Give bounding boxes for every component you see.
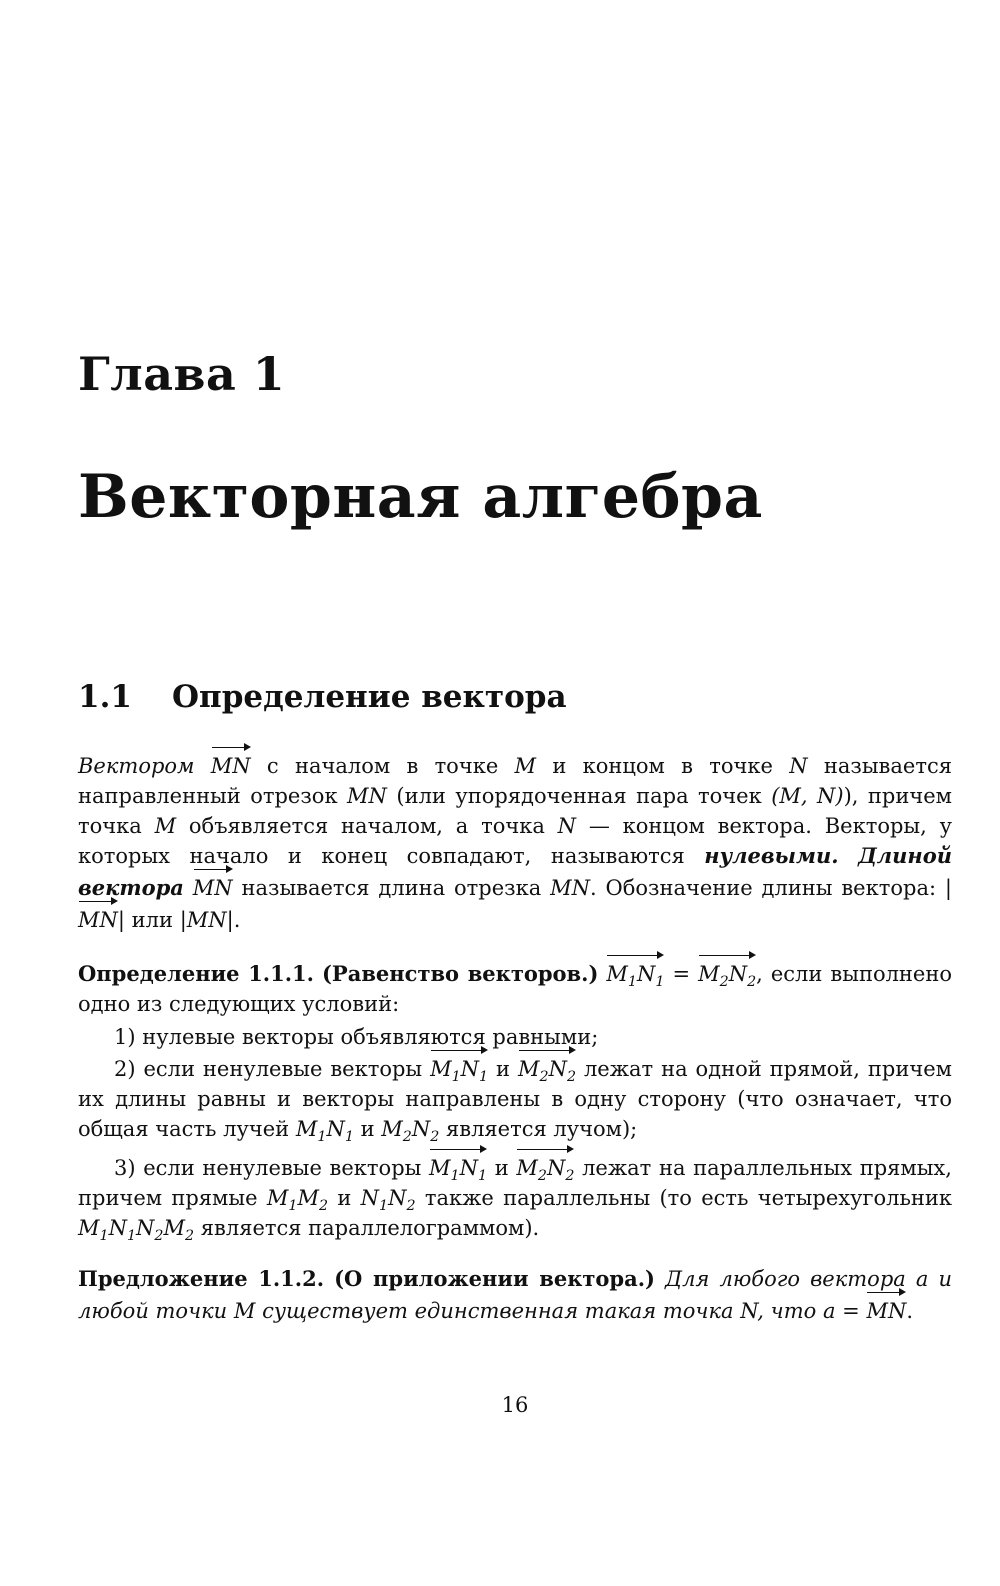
math-var: N [108, 1215, 127, 1240]
subscript: 1 [344, 1128, 354, 1145]
subscript: 1 [451, 1069, 461, 1086]
condition-number: 1) [114, 1025, 136, 1049]
math-var: M [154, 813, 177, 838]
subscript: 2 [539, 1069, 549, 1086]
subscript: 2 [565, 1168, 575, 1185]
text: и [494, 1156, 509, 1180]
math-var: M [163, 1215, 186, 1240]
text: существует единственная такая точка [262, 1298, 734, 1323]
subscript: 1 [379, 1197, 389, 1214]
definition-name: (Равенство векторов.) [322, 961, 599, 986]
text: . Обозначение длины вектора: [589, 876, 937, 901]
math-var: MN [550, 876, 590, 901]
term-zero: нулевыми. [704, 843, 839, 869]
math-var: M [233, 1298, 256, 1323]
text: нулевые векторы объявляются равными; [142, 1025, 599, 1049]
vector-m1n1 [430, 1053, 488, 1085]
vector-mn: MN [78, 904, 118, 936]
math-var: a [822, 1298, 836, 1323]
proposition-1-1-2 [78, 1264, 952, 1327]
condition-1 [78, 1023, 952, 1053]
subscript: 1 [655, 974, 665, 991]
subscript: 1 [627, 974, 637, 991]
math-var: N [388, 1185, 407, 1210]
text: является лучом); [446, 1116, 638, 1141]
text: объявляется началом, а точка [188, 813, 545, 838]
text: и [337, 1185, 352, 1210]
math-var: MN [347, 783, 387, 808]
ray-m1n1 [295, 1116, 354, 1145]
math-var: N [411, 1116, 431, 1141]
math-var: M [698, 962, 720, 986]
definition-label: Определение 1.1.1. [78, 961, 314, 986]
vector-mn: MN [211, 750, 251, 782]
chapter-title: Векторная алгебра [78, 462, 763, 532]
text: называется направленный отрезок [78, 754, 952, 808]
subscript: 1 [477, 1168, 488, 1185]
text: и концом в точке [552, 754, 773, 778]
subscript: 1 [288, 1197, 298, 1214]
subscript: 1 [99, 1227, 109, 1244]
line-m1m2 [266, 1185, 329, 1214]
term-vector: Вектором [78, 754, 195, 778]
math-var: M [514, 754, 537, 778]
subscript: 2 [406, 1197, 416, 1214]
math-var: M [517, 1057, 540, 1081]
text: и [496, 1057, 511, 1081]
subscript: 1 [450, 1168, 460, 1185]
text: (или упорядоченная пара точек [396, 783, 762, 808]
term-length: Длиной вектора [78, 843, 952, 901]
math-pair: (M, N) [771, 783, 844, 808]
math-var: M [266, 1185, 289, 1210]
math-var: N [460, 1057, 480, 1081]
text: или [131, 907, 173, 932]
text: также параллельны (то есть четырехугольник [424, 1185, 952, 1210]
math-var: N [326, 1116, 345, 1141]
math-var: N [546, 1156, 566, 1180]
subscript: 1 [317, 1128, 327, 1145]
vector-mn: MN [193, 872, 233, 904]
math-var: M [429, 1156, 451, 1180]
math-var: N [637, 962, 656, 986]
subscript: 2 [154, 1227, 164, 1244]
math-var: M [430, 1057, 452, 1081]
vector-m2n2 [516, 1152, 574, 1184]
vector-mn: MN [866, 1295, 906, 1327]
vector-m2n2 [518, 1053, 576, 1085]
section-heading [78, 676, 567, 718]
math-var: M [297, 1185, 319, 1210]
proposition-label: Предложение 1.1.2. [78, 1266, 325, 1291]
definition-1-1-1 [78, 958, 952, 1020]
text: лежат на одной прямой, причем их длины равны и векторы направлены в одну сторону (что означает, что общая часть лучей [78, 1057, 952, 1141]
text: с началом в точке [266, 754, 499, 778]
ray-m2n2 [381, 1116, 440, 1145]
math-var: N [136, 1215, 155, 1240]
text: , что [757, 1298, 817, 1323]
text: и [360, 1116, 375, 1141]
math-var: N [360, 1185, 379, 1210]
condition-2 [78, 1053, 952, 1144]
text: если ненулевые векторы [143, 1156, 422, 1180]
condition-number: 2) [114, 1057, 136, 1081]
page-number: 16 [501, 1393, 529, 1417]
text: если ненулевые векторы [143, 1057, 423, 1081]
text: ), причем точка [78, 783, 952, 838]
math-var: M [78, 1215, 100, 1240]
vector-definition-paragraph: Вектором MN с началом в точке M и концом в точке N называется направленный отрезок MN (или упорядоченная пара точек (M, N)), причем точка M объявляется началом, а точка N — концом вектора. Векторы, у которых начало и конец совпадают, называются нулевыми. Длиной вектора MN называется длина отрезка MN. Обозначение длины вектора: |MN| или |MN|. [78, 750, 952, 936]
proposition-name: (О приложении вектора.) [334, 1266, 655, 1291]
condition-number: 3) [114, 1156, 136, 1180]
math-abs: |MN| [179, 907, 234, 932]
vector-m1n1 [606, 958, 664, 990]
subscript: 2 [185, 1227, 195, 1244]
text: . [906, 1298, 914, 1323]
math-var: N [459, 1156, 478, 1180]
line-n1n2 [360, 1185, 416, 1214]
subscript: 2 [747, 974, 757, 991]
math-var: M [516, 1156, 538, 1180]
subscript: 2 [719, 974, 729, 991]
math-var: M [295, 1116, 318, 1141]
math-var: N [789, 754, 808, 778]
math-var: a [915, 1267, 929, 1291]
condition-3 [78, 1152, 952, 1243]
math-var: M [606, 962, 628, 986]
equals-sign: = [842, 1298, 860, 1323]
subscript: 2 [537, 1168, 547, 1185]
text: — концом вектора. Векторы, у которых начало и конец совпадают, называются [78, 813, 952, 869]
text: называется длина отрезка [241, 876, 542, 901]
math-var: N [740, 1298, 758, 1323]
subscript: 2 [318, 1197, 329, 1214]
text: Для любого вектора [665, 1267, 906, 1291]
text: , если выполнено одно из следующих условий: [78, 962, 952, 1016]
equals-sign: = [672, 962, 691, 986]
math-var: M [381, 1116, 403, 1141]
math-var: N [548, 1057, 567, 1081]
subscript: 2 [566, 1069, 577, 1086]
math-var: N [557, 813, 577, 838]
subscript: 2 [402, 1128, 412, 1145]
vector-m2n2 [698, 958, 756, 990]
text: лежат на параллельных прямых, причем прямые [78, 1156, 952, 1210]
chapter-label: Глава 1 [78, 347, 286, 401]
subscript: 2 [430, 1128, 440, 1145]
math-var: N [728, 962, 748, 986]
section-number: 1.1 [78, 679, 132, 715]
subscript: 1 [126, 1227, 137, 1244]
text: и любой точки [78, 1267, 953, 1323]
quadrilateral [78, 1215, 195, 1244]
section-title: Определение вектора [172, 679, 567, 715]
text: является параллелограммом). [200, 1215, 540, 1240]
text: . [233, 907, 241, 932]
subscript: 1 [479, 1069, 489, 1086]
vector-m1n1 [429, 1152, 487, 1184]
